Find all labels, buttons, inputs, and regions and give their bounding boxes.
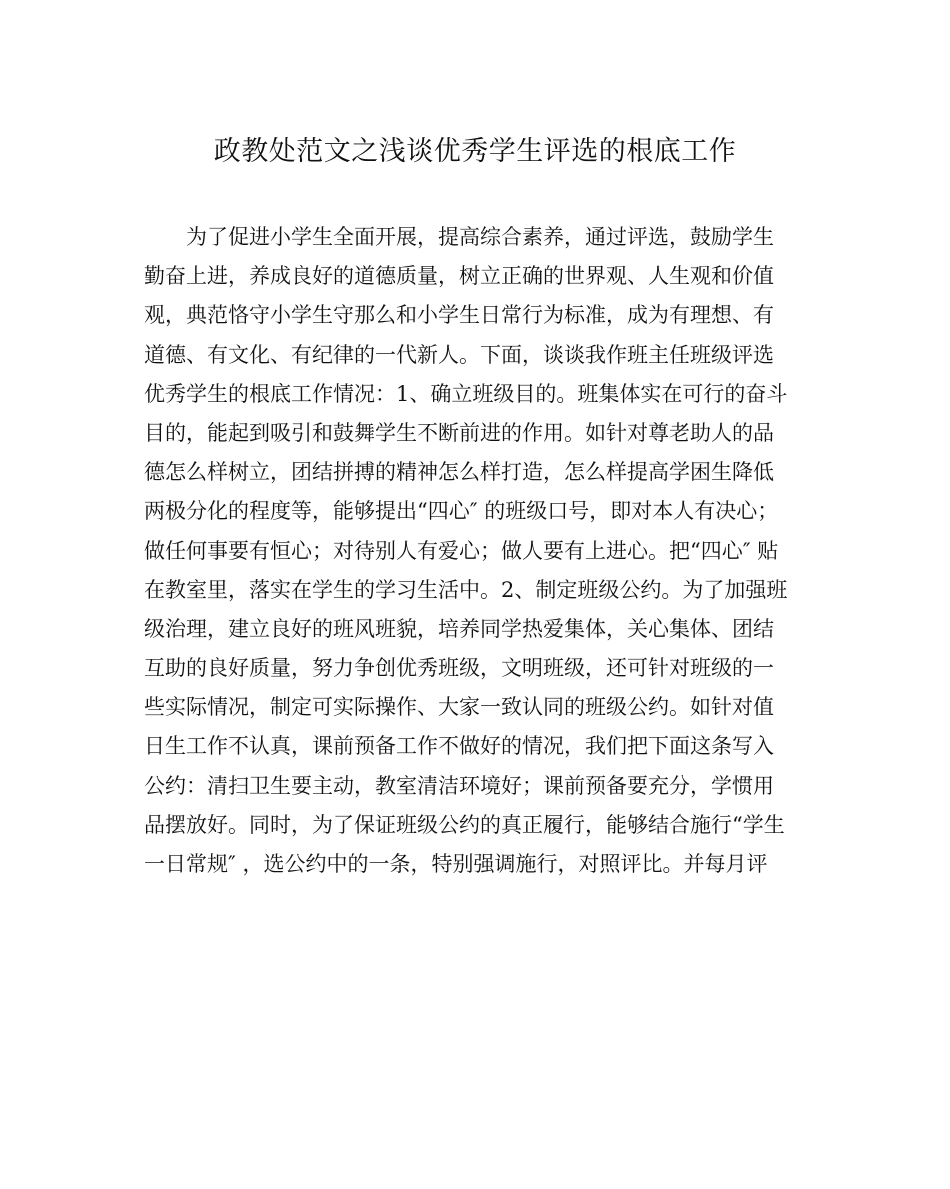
text-line: 互助的良好质量，努力争创优秀班级，文明班级，还可针对班级的一: [144, 656, 774, 681]
text-line: 公约：清扫卫生要主动，教室清洁环境好；课前预备要充分，学惯用: [144, 773, 774, 798]
text-line: 观，典范恪守小学生守那么和小学生日常行为标准，成为有理想、有: [144, 303, 774, 328]
text-line: 些实际情况，制定可实际操作、大家一致认同的班级公约。如针对值: [144, 695, 774, 720]
text-line: 日生工作不认真，课前预备工作不做好的情况，我们把下面这条写入: [144, 734, 774, 759]
text-line: 一日常规″ ，选公约中的一条，特别强调施行，对照评比。并每月评: [144, 852, 768, 876]
text-line: 德怎么样树立，团结拼搏的精神怎么样打造，怎么样提高学困生降低: [144, 460, 774, 485]
document-title: 政教处范文之浅谈优秀学生评选的根底工作: [213, 136, 737, 167]
text-line: 在教室里，落实在学生的学习生活中。2、制定班级公约。为了加强班: [144, 577, 788, 602]
text-line: 级治理，建立良好的班风班貌，培养同学热爱集体，关心集体、团结: [144, 616, 774, 641]
text-line: 两极分化的程度等，能够提出“四心″ 的班级口号，即对本人有决心；: [144, 499, 779, 524]
text-line: 品摆放好。同时，为了保证班级公约的真正履行，能够结合施行“学生: [144, 812, 785, 837]
text-line: 优秀学生的根底工作情况：1、确立班级目的。班集体实在可行的奋斗: [144, 381, 788, 406]
text-line: 目的，能起到吸引和鼓舞学生不断前进的作用。如针对尊老助人的品: [144, 420, 774, 445]
text-line: 为了促进小学生全面开展，提高综合素养，通过评选，鼓励学生: [186, 225, 774, 249]
document-body-paragraph: [144, 218, 808, 884]
text-line: 做任何事要有恒心；对待别人有爱心；做人要有上进心。把“四心″ 贴: [144, 538, 779, 563]
text-line: 勤奋上进，养成良好的道德质量，树立正确的世界观、人生观和价值: [144, 264, 774, 289]
text-line: 道德、有文化、有纪律的一代新人。下面，谈谈我作班主任班级评选: [144, 342, 774, 367]
